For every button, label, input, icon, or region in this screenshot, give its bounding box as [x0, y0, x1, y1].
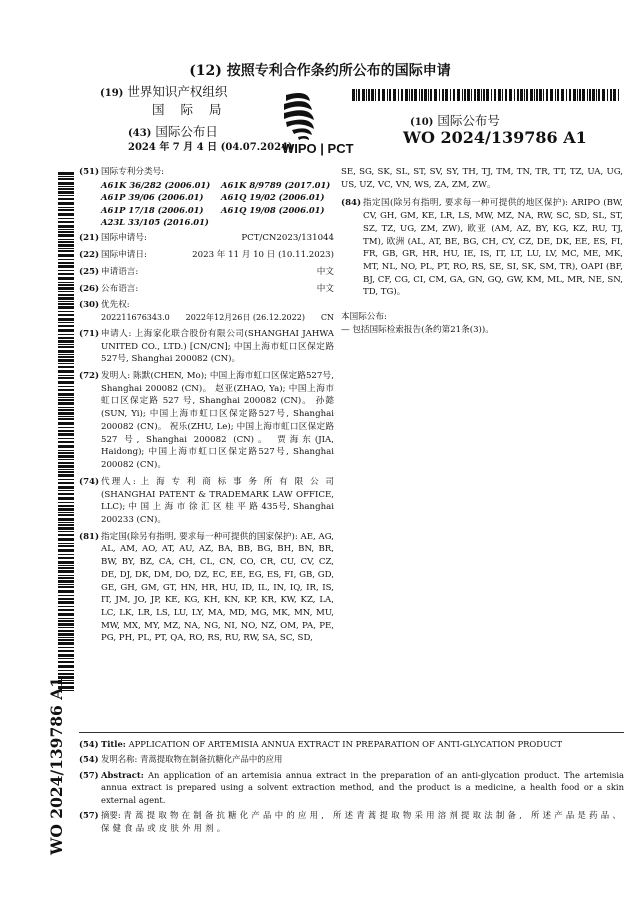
abstract-english: (57) Abstract: An application of an artemisia annua extract in the preparation of an anti-glycation product. The artemisia annua extract is prepared using a solvent extraction method, and the product is a medicine, a health food or a skin external agent.	[79, 769, 624, 805]
ipc-list: A61K 36/282 (2006.01) A61K 8/9789 (2017.01) A61P 39/06 (2006.01) A61Q 19/02 (2006.01) A61P 17/18 (2006.01) A61Q 19/08 (2006.01) A23L 33/105 (2016.01)	[101, 179, 331, 228]
side-barcode	[58, 172, 74, 692]
publication-date: 2024 年 7 月 4 日 (04.07.2024)	[128, 142, 293, 153]
application-number-field: (21) 国际申请号: PCT/CN2023/131044	[79, 233, 334, 244]
designated-states-national-field: (81) 指定国(除另有指明, 要求每一种可提供的国家保护): AE, AG, AL, AM, AO, AT, AU, AZ, BA, BB, BG, BH, BN, BR, BW, BY, BZ, CA, CH, CL, CN, CO, CR, CU, CV, CZ, DE, DJ, DK, DM, DO, DZ, EC, EE, EG, ES, FI, GB, GD, GE, GH, GM, GT, HN, HR, HU, ID, IL, IN, IQ, IR, IS, IT, JM, JO, JP, KE, KG, KH, KN, KP, KR, KW, KZ, LA, LC, LK, LR, LS, LU, LY, MA, MD, MG, MK, MN, MU, MW, MX, MY, MZ, NA, NG, NI, NO, NZ, OM, PA, PE, PG, PH, PL, PT, QA, RO, RS, RU, RW, SA, SC, SD,	[79, 531, 334, 644]
title-abstract-section	[79, 738, 624, 837]
title-chinese: (54) 发明名称: 青蒿提取物在制备抗糖化产品中的应用	[79, 754, 283, 765]
designated-states-regional-field: (84) 指定国(除另有指明, 要求每一种可提供的地区保护): ARIPO (BW, CV, GH, GM, KE, LR, LS, MW, MZ, NA, RW, SC, SD, SL, ST, SZ, TZ, UG, ZM, ZW), 欧亚 (AM, AZ, BY, KG, KZ, RU, TJ, TM), 欧洲 (AL, AT, BE, BG, CH, CY, CZ, DE, DK, EE, ES, FI, FR, GB, GR, HR, HU, IE, IS, IT, LT, LU, LV, MC, ME, MK, MT, NL, NO, PL, PT, RO, RS, SE, SI, SK, SM, TR), OAPI (BF, BJ, CF, CG, CI, CM, GA, GN, GQ, GW, KM, ML, MR, NE, SN, TD, TG)。	[341, 198, 623, 298]
document-type-title: (12) 按照专利合作条约所公布的国际申请	[189, 63, 451, 79]
publication-language-field: (26) 公布语言: 中文	[79, 283, 334, 294]
published-with-label: 本国际公布:	[341, 312, 387, 323]
barcode	[352, 89, 620, 101]
publication-date-label: (43) 国际公布日	[128, 124, 218, 139]
priority-field: (30) 优先权: 202211676343.0 2022年12月26日 (26.12.2022) CN	[79, 300, 334, 323]
published-with-item: — 包括国际检索报告(条约第21条(3))。	[341, 324, 494, 335]
svg-text:WIPO | PCT: WIPO | PCT	[282, 141, 354, 156]
applicant-field: (71) 申请人: 上海家化联合股份有限公司(SHANGHAI JAHWA UNITED CO., LTD.) [CN/CN]; 中国上海市虹口区保定路527号, Shanghai 200082 (CN)。	[79, 328, 334, 365]
publication-number: WO 2024/139786 A1	[403, 128, 587, 147]
organization-name: (19) 世界知识产权组织 国 际 局	[100, 84, 228, 117]
filing-date-field: (22) 国际申请日: 2023 年 11 月 10 日 (10.11.2023)	[79, 250, 334, 261]
agent-field: (74) 代理人: 上 海 专 利 商 标 事 务 所 有 限 公 司 (SHANGHAI PATENT & TRADEMARK LAW OFFICE, LLC); 中 国 上 海 市 徐 汇 区 桂 平 路 435号, Shanghai 200233 (CN)。	[79, 476, 334, 525]
title-english: (54) Title: APPLICATION OF ARTEMISIA ANNUA EXTRACT IN PREPARATION OF ANTI-GLYCATION PRODUCT	[79, 739, 563, 749]
filing-language-field: (25) 申请语言: 中文	[79, 266, 334, 277]
bibliographic-right-column	[341, 166, 623, 337]
side-publication-number: WO 2024/139786 A1	[47, 676, 66, 855]
publication-number-label: (10) 国际公布号	[410, 113, 500, 128]
abstract-chinese: (57) 摘要: 青蒿提取物在制备抗糖化产品中的应用, 所述青蒿提取物采用溶剂提取法制备, 所述产品是药品、保健食品或皮肤外用剂。	[79, 810, 624, 833]
ipc-field: (51) 国际专利分类号: A61K 36/282 (2006.01) A61K 8/9789 (2017.01) A61P 39/06 (2006.01) A61Q 19/02 (2006.01) A61P 17/18 (2006.01) A61Q 19/08 (2006.01) A23L 33/105 (2016.01)	[79, 166, 334, 228]
inventors-field: (72) 发明人: 陈默(CHEN, Mo); 中国上海市虹口区保定路527号, Shanghai 200082 (CN)。 赵亚(ZHAO, Ya); 中国上海市虹口区保定路 527 号, Shanghai 200082 (CN)。 孙懿(SUN, Yi); 中国上海市虹口区保定路527号, Shanghai 200082 (CN)。 祝乐(ZHU, Le); 中国上海市虹口区保定路 527 号, Shanghai 200082 (CN)。 贾海东(JIA, Haidong); 中国上海市虹口区保定路527号, Shanghai 200082 (CN)。	[79, 371, 334, 471]
divider	[79, 732, 624, 733]
designated-states-continued: SE, SG, SK, SL, ST, SV, SY, TH, TJ, TM, TN, TR, TT, TZ, UA, UG, US, UZ, VC, VN, WS, ZA, ZM, ZW。	[341, 167, 623, 190]
bibliographic-left-column	[79, 166, 334, 649]
